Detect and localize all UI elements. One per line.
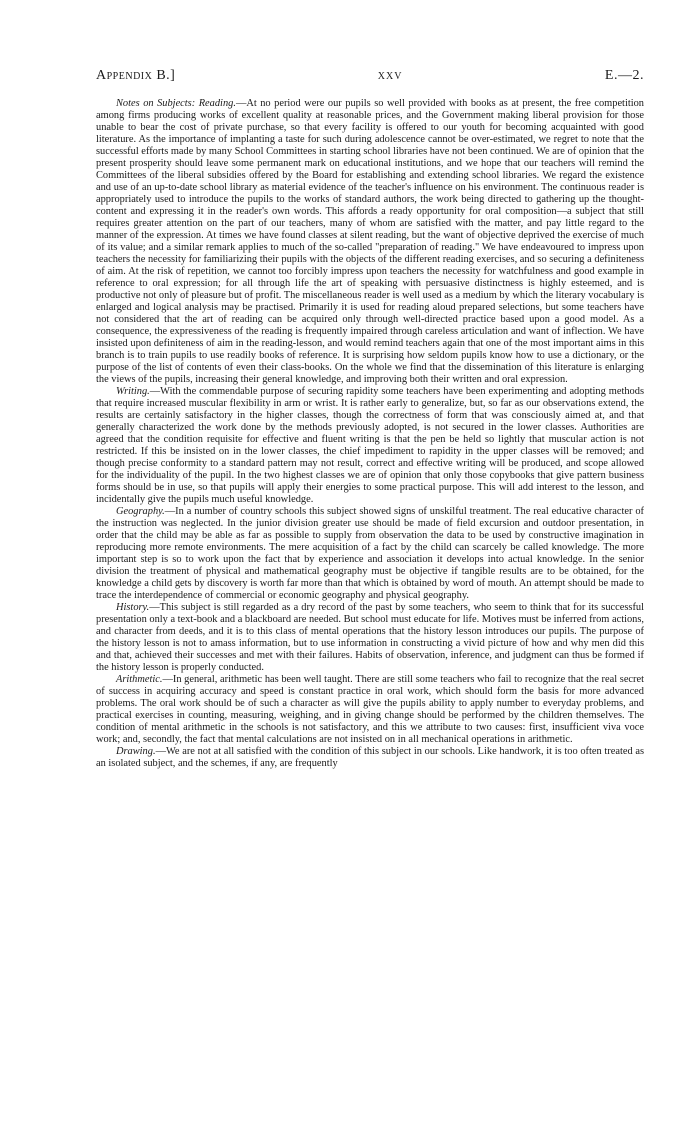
section-heading: Geography.: [116, 506, 165, 517]
header-page-number: xxv: [377, 68, 403, 83]
section-text: —In general, arithmetic has been well taught. There are still some teachers who fail to recognize that the real secret of success in acquiring accuracy and speed is constant practice in oral work, which should form the basis for more advanced problems. The oral work should be of such a character as will give the pupils ability to apply number to everyday problems, and practical exercises in counting, measuring, weighing, and in giving change should be performed by the children themselves. The condition of mental arithmetic in the schools is not satisfactory, and this we attribute to two causes: first, insufficient viva voce work; and, secondly, the fact that mental calculations are not insisted on in all mechanical operations in arithmetic.: [96, 674, 644, 745]
section-text: —With the commendable purpose of securing rapidity some teachers have been experimenting and adopting methods that require increased muscular flexibility in arm or wrist. It is rather early to generalize, but, so far as our observations extend, the results are certainly satisfactory in the higher classes, though the correctness of form that was consciously aimed at, and that generally characterized the work done by the methods previously adopted, is not secured in the lower classes. Authorities are agreed that the condition requisite for effective and fluent writing is that the pen be held so lightly that muscular action is not restricted. If this be insisted on in the lower classes, the chief impediment to rapidity in the upper classes will be removed; and though precise conformity to a standard pattern may not result, correct and effective writing will be produced, and scope allowed for the individuality of the pupil. In the two highest classes we are of opinion that only those copybooks that give pattern business forms should be in use, so that pupils will apply their energies to some practical purpose. This will add interest to the lesson, and incidentally give the pupils much useful knowledge.: [96, 386, 644, 505]
section-heading: Notes on Subjects: Reading.: [116, 98, 236, 109]
section-reading: [96, 98, 644, 386]
section-history: [96, 602, 644, 674]
section-text: —At no period were our pupils so well provided with books as at present, the free competition among firms producing works of excellent quality at reasonable prices, and the Government making liberal provision for those unable to bear the cost of private purchase, so that every facility is offered to our youth for becoming acquainted with good literature. As the importance of implanting a taste for such during adolescence cannot be over-estimated, we regret to note that the successful efforts made by many School Committees in starting school libraries have not been continued. We are of opinion that the present prosperity should leave some permanent mark on educational institutions, and we hope that our teachers will remind the Committees of the liberal subsidies offered by the Board for establishing and extending school libraries. We regard the existence and use of an up-to-date school library as material evidence of the teacher's influence on his environment. The continuous reader is appropriately used to introduce the pupils to the works of standard authors, the work being directed to gathering up the thought-content and expressing it in the reader's own words. This affords a ready opportunity for oral composition—a subject that still requires greater attention on the part of our teachers, many of whom are satisfied with the matter, and pay little regard to the manner of the expression. At times we have found classes at silent reading, but the want of objective deprived the exercise of much of its value; and a similar remark applies to much of the so-called "preparation of reading." We have endeavoured to impress upon teachers the necessity for familiarizing their pupils with the objects of the different reading exercises, and so securing a definiteness of aim. At the risk of repetition, we cannot too forcibly impress upon teachers the necessity for watchfulness and good example in reference to oral expression; for all through life the art of speaking with persuasive distinctness is highly esteemed, and is productive not only of pleasure but of profit. The miscellaneous reader is well used as a medium by which the literary vocabulary is enlarged and logical analysis may be practised. Primarily it is used for reading aloud prepared selections, but some teachers have not considered that the art of reading can be acquired only through well-directed practice based upon a good model. As a consequence, the expressiveness of the reading is frequently impaired through careless articulation and want of inflection. We have insisted upon definiteness of aim in the reading-lesson, and would remind teachers again that one of the most important aims in this branch is to train pupils to use readily books of reference. It is surprising how seldom pupils know how to use a dictionary, or the purpose of the list of contents of even their class-books. On the whole we find that the dissemination of this literature is enlarging the views of the pupils, increasing their general knowledge, and improving both their written and oral expression.: [96, 98, 644, 385]
header-reference: E.—2.: [604, 68, 644, 83]
section-heading: Arithmetic.: [116, 674, 163, 685]
header-appendix: Appendix B.]: [96, 68, 176, 83]
report-body: [96, 98, 644, 770]
section-geography: [96, 506, 644, 602]
section-drawing: [96, 746, 644, 770]
section-text: —We are not at all satisfied with the condition of this subject in our schools. Like handwork, it is too often treated as an isolated subject, and the schemes, if any, are frequently: [96, 746, 644, 769]
page-header: [96, 68, 644, 84]
section-heading: History.: [116, 602, 150, 613]
section-text: —In a number of country schools this subject showed signs of unskilful treatment. The real educative character of the instruction was neglected. In the junior division greater use should be made of field excursion and outdoor presentation, in order that the child may be able as far as possible to supply from observation the data to be used by constructive imagination in reproducing more remote environments. The mere acquisition of a fact by the child can scarcely be called knowledge. The more important step is so to work upon the fact that by experience and association it develops into actual knowledge. In the senior division the treatment of physical and mathematical geography must be objective if tangible results are to be obtained, for the knowledge a child gets by discovery is worth far more than that which is obtained by word of mouth. An attempt should be made to trace the interdependence of commercial or economic geography and physical geography.: [96, 506, 644, 601]
section-writing: [96, 386, 644, 506]
section-heading: Drawing.: [116, 746, 156, 757]
section-heading: Writing.: [116, 386, 150, 397]
section-text: —This subject is still regarded as a dry record of the past by some teachers, who seem to think that for its successful presentation only a text-book and a blackboard are needed. But school must educate for life. Motives must be inferred from actions, and character from deeds, and it is to this class of mental operations that the history lesson introduces our pupils. The purpose of the history lesson is not to amass information, but to use information in constructing a vivid picture of how and why men did this and that, achieved their successes and met with their failures. Habits of observation, inference, and judgment can thus be formed if the history lesson is properly conducted.: [96, 602, 644, 673]
section-arithmetic: [96, 674, 644, 746]
